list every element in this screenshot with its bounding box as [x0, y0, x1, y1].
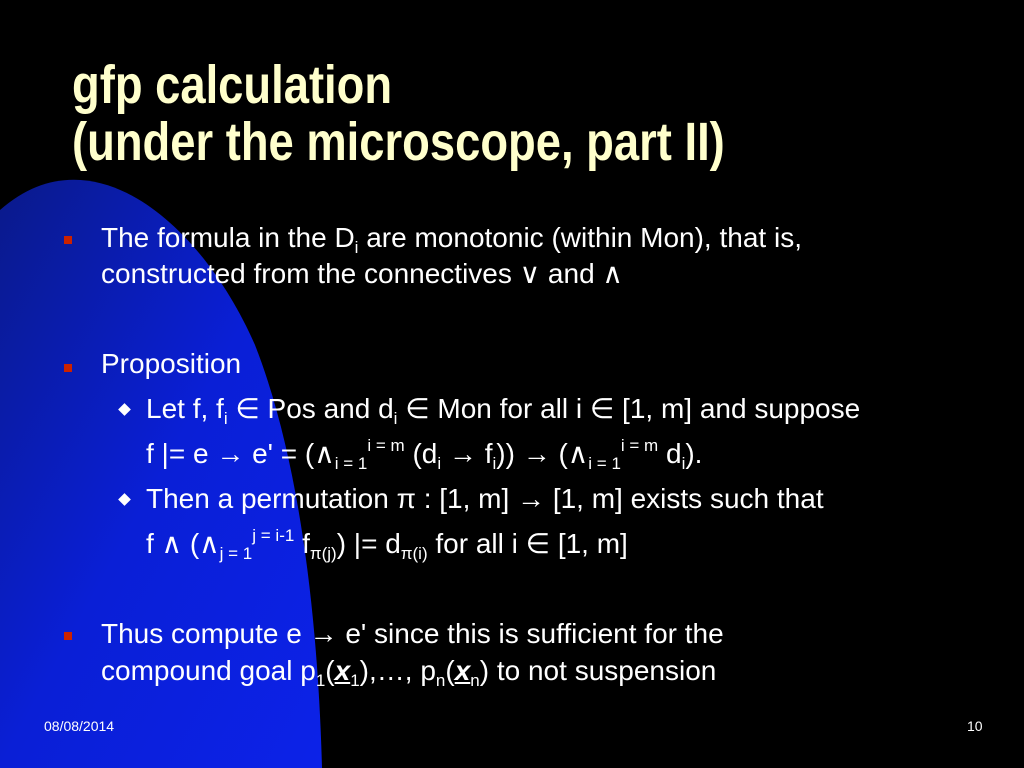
subscript: i: [681, 454, 686, 473]
bullet-3-line-2: [101, 655, 717, 690]
text-run: ∈ Pos and d: [227, 393, 394, 424]
text-run: ) |= d: [336, 528, 401, 559]
footer-page-number: 10: [967, 718, 983, 734]
bold-italic-variable: x: [334, 655, 351, 686]
bullet-3-line-1: Thus compute e → e' since this is sufficient for the: [101, 618, 724, 649]
subscript: π(j): [309, 544, 337, 563]
subscript: j = 1: [219, 544, 253, 563]
footer-date: 08/08/2014: [44, 718, 115, 734]
text-run: f |= e → e' = (∧: [146, 438, 335, 469]
sub-bullet-1-line-2: [146, 436, 703, 473]
text-run: The formula in the D: [101, 222, 355, 253]
slide-title-line-1: gfp calculation: [72, 55, 393, 115]
subscript: 1: [315, 671, 326, 690]
subscript: i: [492, 454, 497, 473]
text-run: ).: [685, 438, 703, 469]
text-run: → f: [441, 438, 493, 469]
bullet-square-icon: [64, 236, 72, 244]
text-run: ),…, p: [359, 655, 436, 686]
subscript: i: [437, 454, 442, 473]
text-run: )) → (∧: [496, 438, 589, 469]
bullet-square-icon: [64, 364, 72, 372]
sub-bullet-2-line-2: [146, 526, 628, 563]
slide-title-line-2: (under the microscope, part II): [72, 112, 725, 172]
text-run: are monotonic (within Mon), that is,: [358, 222, 802, 253]
subscript: n: [435, 671, 446, 690]
text-run: f ∧ (∧: [146, 528, 220, 559]
bold-italic-variable: x: [454, 655, 471, 686]
bullet-1-line-2: constructed from the connectives ∨ and ∧: [101, 258, 623, 289]
subscript: i = 1: [588, 454, 621, 473]
text-run: ∈ Mon for all i ∈ [1, m] and suppose: [397, 393, 861, 424]
text-run: (: [325, 655, 335, 686]
text-run: (: [445, 655, 455, 686]
text-run: d: [658, 438, 682, 469]
subscript: i: [223, 409, 228, 428]
subscript: i: [393, 409, 398, 428]
text-run: compound goal p: [101, 655, 316, 686]
text-run: Let f, f: [146, 393, 224, 424]
bullet-square-icon: [64, 632, 72, 640]
subscript: π(i): [400, 544, 428, 563]
text-run: (d: [404, 438, 438, 469]
subscript: i: [354, 238, 359, 257]
sub-bullet-1-line-1: [146, 393, 861, 428]
superscript: i = m: [620, 436, 659, 455]
bullet-1-line-1: [101, 222, 802, 257]
text-run: ) to not suspension: [479, 655, 717, 686]
bullet-2-line-1: Proposition: [101, 348, 242, 379]
subscript: 1: [350, 671, 360, 690]
superscript: j = i-1: [252, 526, 295, 545]
sub-bullet-2-line-1: Then a permutation π : [1, m] → [1, m] exists such that: [146, 483, 824, 514]
superscript: i = m: [367, 436, 405, 455]
subscript: i = 1: [334, 454, 368, 473]
subscript: n: [470, 671, 480, 690]
text-run: for all i ∈ [1, m]: [427, 528, 628, 559]
text-run: f: [294, 528, 310, 559]
